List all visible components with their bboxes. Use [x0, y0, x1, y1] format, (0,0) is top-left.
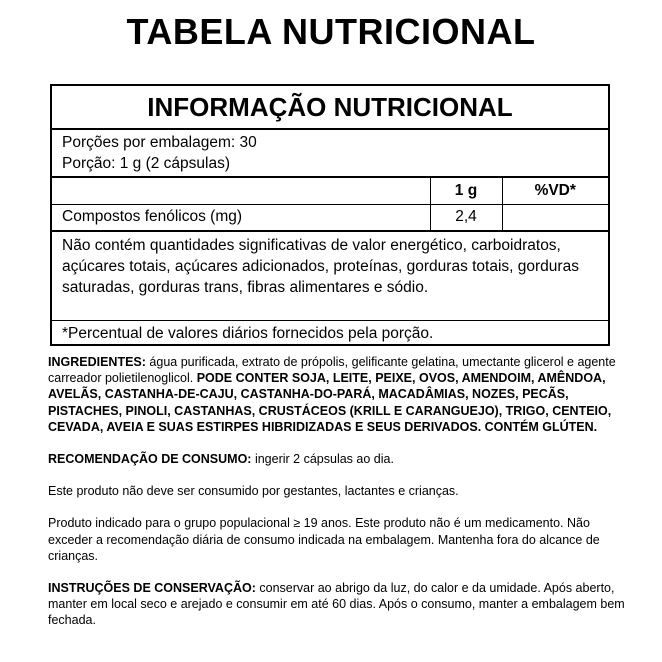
header-quantity: 1 g	[430, 178, 502, 204]
serving-size: Porção: 1 g (2 cápsulas)	[62, 155, 231, 172]
header-nutrient	[52, 178, 430, 204]
nutrition-box-title: INFORMAÇÃO NUTRICIONAL	[52, 86, 608, 130]
storage-paragraph	[48, 580, 628, 629]
ingredients-paragraph	[48, 354, 628, 435]
header-vd: %VD*	[502, 178, 608, 204]
row-vd	[502, 204, 608, 230]
recommendation-text: ingerir 2 cápsulas ao dia.	[251, 452, 394, 467]
warning-pregnancy: Este produto não deve ser consumido por gestantes, lactantes e crianças.	[48, 484, 459, 499]
nutrition-disclaimer: Não contém quantidades significativas de valor energético, carboidratos, açúcares totais, açúcares adicionados, proteínas, gorduras totais, gorduras saturadas, gorduras trans, fibras alimentares e sódio.	[52, 231, 608, 321]
row-quantity: 2,4	[430, 204, 502, 230]
product-info	[48, 354, 628, 645]
table-row	[52, 204, 608, 230]
vd-footnote: *Percentual de valores diários fornecidos pela porção.	[62, 324, 434, 342]
allergens-text: PODE CONTER SOJA, LEITE, PEIXE, OVOS, AMENDOIM, AMÊNDOA, AVELÃS, CASTANHA-DE-CAJU, CASTANHA-DO-PARÁ, MACADÂMIAS, NOZES, PECÃS, PISTACHES, PINOLI, CASTANHAS, CRUSTÁCEOS (KRILL E CARANGUEJO), TRIGO, CENTEIO, CEVADA, AVEIA E SUAS ESTIRPES HIBRIDIZADAS E SEUS DERIVADOS. CONTÉM GLÚTEN.	[48, 371, 612, 434]
nutrition-table	[52, 178, 608, 231]
servings-per-package: Porções por embalagem: 30	[62, 134, 257, 151]
row-nutrient-name: Compostos fenólicos (mg)	[52, 204, 430, 230]
page-title: TABELA NUTRICIONAL	[126, 11, 536, 52]
storage-label: INSTRUÇÕES DE CONSERVAÇÃO:	[48, 581, 256, 596]
ingredients-text: água purificada, extrato de própolis, gelificante gelatina, umectante glicerol e agente carreador polietilenoglicol.	[48, 355, 616, 386]
nutrition-table-header	[52, 178, 608, 204]
storage-text: conservar ao abrigo da luz, do calor e da umidade. Após aberto, manter em local seco e arejado e consumir em até 60 dias. Após o consumo, manter a embalagem bem fechada.	[48, 581, 625, 628]
recommendation-paragraph	[48, 451, 628, 467]
recommendation-label: RECOMENDAÇÃO DE CONSUMO:	[48, 452, 252, 467]
servings-info	[52, 130, 608, 178]
ingredients-label: INGREDIENTES:	[48, 355, 146, 369]
nutrition-facts-box	[50, 84, 610, 346]
warning-population: Produto indicado para o grupo populacional ≥ 19 anos. Este produto não é um medicamento. Não exceder a recomendação diária de consumo indicada na embalagem. Mantenha fora do alcance de crianças.	[48, 516, 600, 563]
